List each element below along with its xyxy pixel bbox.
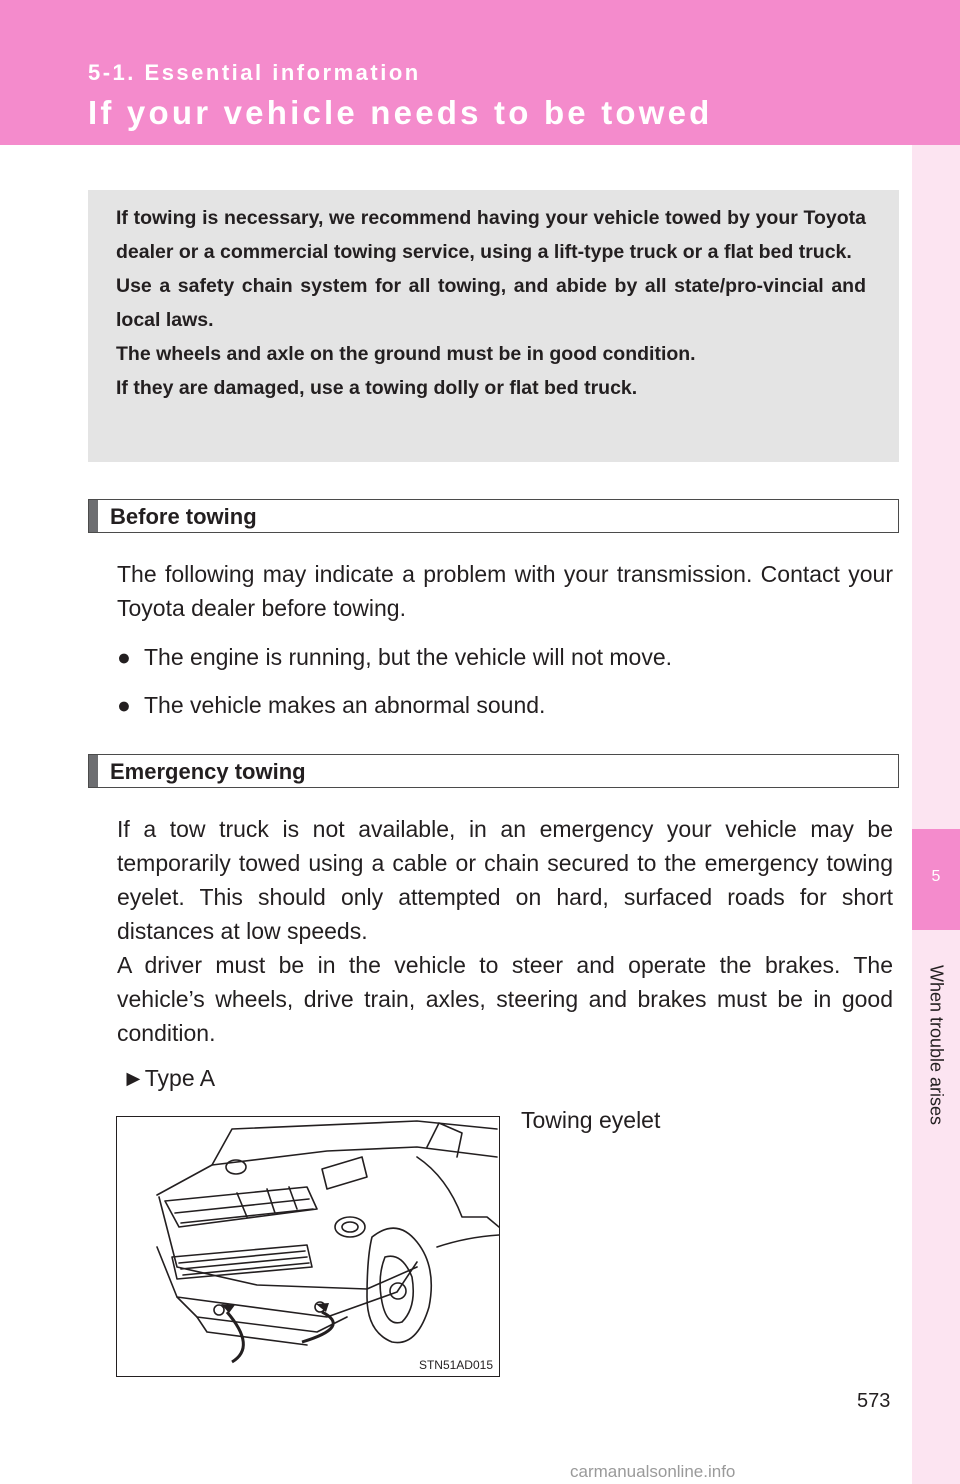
chapter-tab[interactable]: 5 — [912, 829, 960, 930]
before-towing-paragraph: The following may indicate a problem with your transmission. Contact your Toyota dealer before towing. — [117, 561, 893, 621]
heading-marker — [89, 500, 98, 532]
heading-marker — [89, 755, 98, 787]
bullet-icon: ● — [117, 692, 131, 718]
before-towing-heading — [88, 499, 899, 533]
page-number: 573 — [857, 1390, 891, 1412]
bullet-text: The vehicle makes an abnormal sound. — [144, 692, 546, 718]
watermark: carmanualsonline.info — [570, 1462, 736, 1481]
intro-line: If they are damaged, use a towing dolly or flat bed truck. — [116, 377, 638, 399]
intro-line: If towing is necessary, we recommend having your vehicle towed by your Toyota dealer or a commercial towing service, using a lift-type truck or a flat bed truck. — [116, 207, 866, 263]
triangle-pointer-icon: ► — [122, 1065, 145, 1091]
bullet-text: The engine is running, but the vehicle will not move. — [144, 644, 673, 670]
bullet-item — [117, 688, 545, 722]
figure-id: STN51AD015 — [418, 1358, 493, 1372]
emergency-paragraph-2: A driver must be in the vehicle to steer and operate the brakes. The vehicle’s wheels, drive train, axles, steering and brakes must be in good condition. — [117, 952, 893, 1046]
intro-line: Use a safety chain system for all towing, and abide by all state/pro-vincial and local laws. — [116, 275, 866, 331]
intro-line: The wheels and axle on the ground must be in good condition. — [116, 343, 696, 365]
section-label: 5-1. Essential information — [88, 60, 421, 85]
page-title: If your vehicle needs to be towed — [88, 94, 713, 131]
bullet-item — [117, 640, 672, 674]
emergency-paragraph-1: If a tow truck is not available, in an emergency your vehicle may be temporarily towed using a cable or chain secured to the emergency towing eyelet. This should only attempted on hard, surfaced roads for short distances at low speeds. — [117, 816, 893, 944]
chapter-label: When trouble arises — [926, 964, 947, 1126]
bullet-icon: ● — [117, 644, 131, 670]
towing-eyelet-callout: Towing eyelet — [521, 1107, 661, 1133]
type-label-text: Type A — [144, 1065, 216, 1091]
towing-eyelet-figure — [116, 1116, 500, 1377]
vehicle-front-illustration — [117, 1117, 499, 1376]
type-label — [122, 1065, 215, 1092]
heading-text: Emergency towing — [110, 759, 306, 784]
heading-text: Before towing — [110, 504, 257, 529]
intro-text — [116, 201, 866, 405]
side-tab-upper — [912, 145, 960, 829]
emergency-towing-heading — [88, 754, 899, 788]
